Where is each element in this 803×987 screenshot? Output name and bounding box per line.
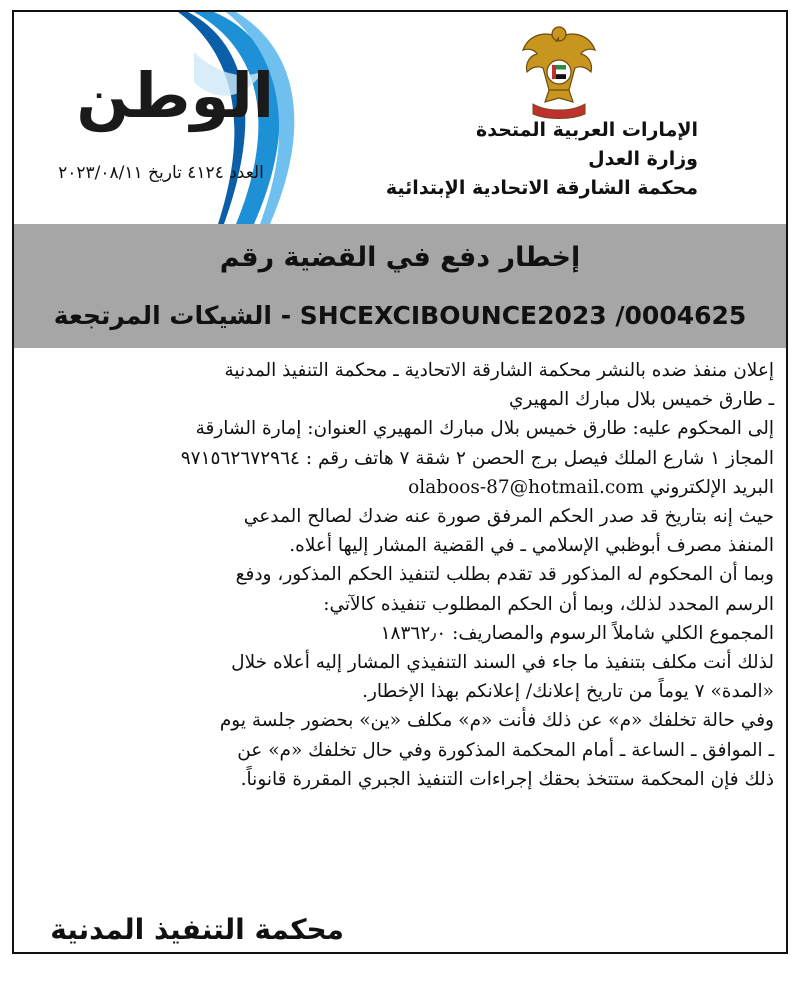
total-amount-line: المجموع الكلي شاملاً الرسوم والمصاريف: ١٨٣٦٢٫٠: [380, 622, 774, 644]
newspaper-logo: الوطن: [76, 59, 274, 132]
body-line: لذلك أنت مكلف بتنفيذ ما جاء في السند التنفيذي المشار إليه أعلاه خلال: [231, 652, 774, 674]
body-line: حيث إنه بتاريخ قد صدر الحكم المرفق صورة عنه ضدك لصالح المدعي: [243, 506, 774, 528]
ministry-name: وزارة العدل: [588, 148, 698, 170]
uae-falcon-emblem-icon: [519, 20, 599, 120]
issue-info: العدد ٤١٢٤ تاريخ ٢٠٢٣/٠٨/١١: [58, 163, 264, 183]
court-name: محكمة الشارقة الاتحادية الإبتدائية: [385, 177, 698, 199]
body-line: إلى المحكوم عليه: طارق خميس بلال مبارك المهيري العنوان: إمارة الشارقة: [195, 418, 774, 440]
notice-body: [28, 356, 774, 794]
body-line: ـ طارق خميس بلال مبارك المهيري: [509, 389, 774, 411]
notice-title-band: [14, 224, 786, 348]
body-line: وفي حالة تخلفك «م» عن ذلك فأنت «م» مكلف «ين» بحضور جلسة يوم: [219, 710, 774, 732]
country-name: الإمارات العربية المتحدة: [476, 119, 698, 141]
body-line: المنفذ مصرف أبوظبي الإسلامي ـ في القضية المشار إليها أعلاه.: [289, 535, 774, 557]
body-line: وبما أن المحكوم له المذكور قد تقدم بطلب لتنفيذ الحكم المذكور، ودفع: [235, 564, 774, 586]
case-number: SHCEXCIBOUNCE2023 /0004625 - الشيكات المرتجعة: [53, 301, 747, 330]
government-heading: [378, 116, 698, 203]
notice-header: [14, 12, 786, 224]
issuer-signature: محكمة التنفيذ المدنية: [50, 913, 344, 946]
body-line: إعلان منفذ ضده بالنشر محكمة الشارقة الاتحادية ـ محكمة التنفيذ المدنية: [224, 360, 774, 381]
body-line: ـ الموافق ـ الساعة ـ أمام المحكمة المذكورة وفي حال تخلفك «م» عن: [237, 739, 774, 761]
body-line: ذلك فإن المحكمة ستتخذ بحقك إجراءات التنفيذ الجبري المقررة قانوناً.: [240, 768, 774, 790]
notice-frame: [12, 10, 788, 954]
email-line: البريد الإلكتروني olaboos-87@hotmail.com: [408, 476, 774, 498]
notice-title: إخطار دفع في القضية رقم: [219, 242, 581, 273]
body-line: «المدة» ٧ يوماً من تاريخ إعلانك/ إعلانكم بهذا الإخطار.: [362, 681, 774, 703]
body-line: المجاز ١ شارع الملك فيصل برج الحصن ٢ شقة ٧ هاتف رقم : ٩٧١٥٦٢٦٧٢٩٦٤: [180, 447, 774, 469]
body-line: الرسم المحدد لذلك، وبما أن الحكم المطلوب تنفيذه كالآتي:: [323, 593, 774, 615]
